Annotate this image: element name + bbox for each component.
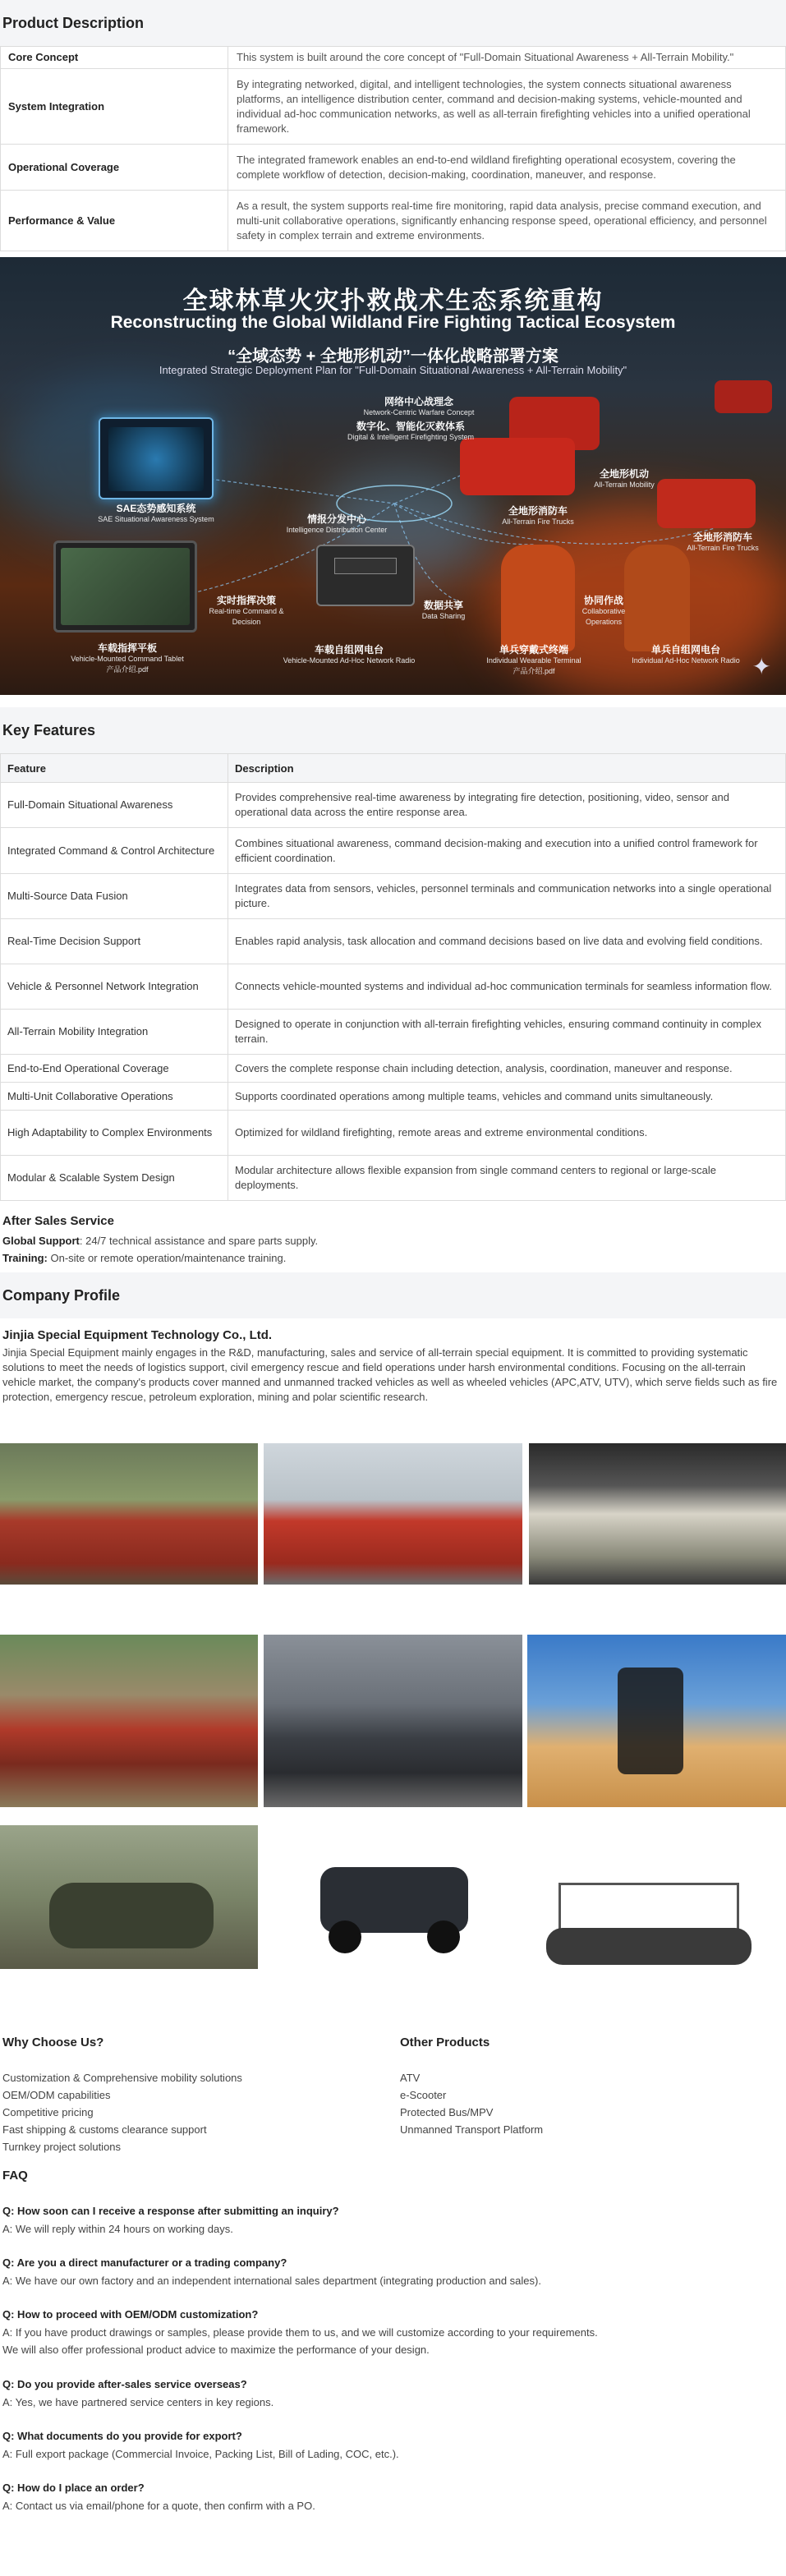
table-row [1,1010,786,1055]
feature-cell: Integrated Command & Control Architecture [1,828,228,874]
list-item: OEM/ODM capabilities [2,2089,111,2101]
label-command-decision: 实时指挥决策 Real-time Command & Decision [209,595,284,626]
product-link[interactable]: e-Scooter [400,2089,447,2101]
desc-key: Core Concept [1,47,228,69]
feature-cell: All-Terrain Mobility Integration [1,1010,228,1055]
key-features-title: Key Features [2,721,96,738]
command-tablet [53,540,197,632]
label-fire-trucks-2: 全地形消防车 All-Terrain Fire Trucks [687,531,759,552]
label-data-sharing: 数据共享 Data Sharing [421,600,466,620]
faq-answer: A: If you have product drawings or samples, please provide them to us, and we will customize according to your requirements. [2,2326,598,2339]
table-row [1,145,786,191]
desc-value: This system is built around the core concept of "Full-Domain Situational Awareness + All-Terrain Mobility." [228,47,786,69]
after-sales-title: After Sales Service [2,1214,114,1228]
other-products-list [400,2069,543,2138]
list-item: Competitive pricing [2,2106,94,2118]
table-header-row [1,754,786,783]
global-support-line: Global Support: 24/7 technical assistance and spare parts supply. [2,1235,319,1247]
vehicle-radio [316,545,415,606]
list-item: Fast shipping & customs clearance support [2,2123,207,2136]
e-scooter-photo [527,1635,786,1807]
table-row [1,1055,786,1083]
description-cell: Supports coordinated operations among multiple teams, vehicles and command units simultaneously. [228,1083,786,1111]
description-cell: Provides comprehensive real-time awareness by integrating fire detection, positioning, video, sensor and operational data across the entire response area. [228,783,786,828]
faq-question: Q: What documents do you provide for export? [2,2430,242,2442]
banner-title-en: Reconstructing the Global Wildland Fire Fighting Tactical Ecosystem [110,313,676,332]
label-vehicle-radio: 车载自组网电台 Vehicle-Mounted Ad-Hoc Network Radio [283,644,416,665]
table-row [1,69,786,145]
tracked-vehicle-photo-2 [264,1443,522,1585]
description-cell: Optimized for wildland firefighting, remote areas and extreme environmental conditions. [228,1111,786,1156]
banner-title-cn: 全球林草火灾扑救战术生态系统重构 [182,288,604,315]
faq-answer: A: We have our own factory and an independent international sales department (integrating production and sales). [2,2275,541,2287]
company-name: Jinjia Special Equipment Technology Co., Ltd. [2,1328,273,1342]
unmanned-tracked-platform-photo [0,1825,258,1969]
faq-answer: A: We will reply within 24 hours on working days. [2,2223,233,2235]
unmanned-wheeled-vehicle-photo [304,1838,485,1966]
company-profile-header [0,1272,786,1318]
faq-question: Q: How soon can I receive a response after submitting an inquiry? [2,2205,339,2217]
desc-key: Performance & Value [1,191,228,251]
other-products-title: Other Products [400,2036,490,2049]
table-row [1,919,786,964]
feature-cell: Modular & Scalable System Design [1,1156,228,1201]
amphibious-vehicle-photo [0,1635,258,1807]
banner-subtitle-en: Integrated Strategic Deployment Plan for "Full-Domain Situational Awareness + All-Terrain Mobility" [159,364,627,376]
tracked-vehicle-photo-1 [0,1443,258,1585]
unmanned-transport-platform-photo [526,1842,772,1981]
label-digital-system: 数字化、智能化灭救体系 Digital & Intelligent Firefighting System [347,421,475,441]
desc-value: The integrated framework enables an end-to-end wildland firefighting operational ecosystem, covering the complete workflow of detection, decision-making, coordination, maneuver, and response. [228,145,786,191]
product-link[interactable]: Protected Bus/MPV [400,2106,494,2118]
faq-question: Q: How do I place an order? [2,2482,145,2494]
table-row [1,191,786,251]
faq-question: Q: Are you a direct manufacturer or a trading company? [2,2256,287,2269]
fire-truck-2 [460,438,575,495]
label-all-terrain-mobility: 全地形机动 All-Terrain Mobility [594,468,655,489]
why-choose-list [2,2069,242,2155]
faq-title: FAQ [2,2169,28,2183]
label-network-centric: 网络中心战理念 Network-Centric Warfare Concept [363,396,475,416]
key-features-table [0,753,786,1201]
table-row [1,1111,786,1156]
label-command-tablet: 车载指挥平板 Vehicle-Mounted Command Tablet 产品介绍.pdf [71,642,184,674]
faq-question: Q: How to proceed with OEM/ODM customization? [2,2308,259,2321]
faq-answer-continued: We will also offer professional product advice to maximize the performance of your design. [2,2344,430,2356]
feature-cell: Vehicle & Personnel Network Integration [1,964,228,1010]
description-cell: Enables rapid analysis, task allocation and command decisions based on live data and evolving field conditions. [228,919,786,964]
list-item: Turnkey project solutions [2,2141,122,2153]
list-item: Customization & Comprehensive mobility solutions [2,2072,242,2084]
desc-key: Operational Coverage [1,145,228,191]
banner-subtitle-cn: “全域态势 + 全地形机动”一体化战略部署方案 [228,347,558,366]
training-line: Training: On-site or remote operation/maintenance training. [2,1252,287,1264]
truck-photo [529,1443,786,1585]
ecosystem-infographic [0,257,786,695]
situational-awareness-screen [99,417,214,499]
firefighter-figure [501,545,575,651]
description-cell: Covers the complete response chain including detection, analysis, coordination, maneuver and response. [228,1055,786,1083]
feature-cell: High Adaptability to Complex Environments [1,1111,228,1156]
company-profile-title: Company Profile [2,1286,121,1304]
table-row [1,783,786,828]
feature-cell: Multi-Source Data Fusion [1,874,228,919]
description-cell: Combines situational awareness, command decision-making and execution into a unified control framework for efficient coordination. [228,828,786,874]
table-row [1,1083,786,1111]
faq-question: Q: Do you provide after-sales service overseas? [2,2378,247,2390]
description-cell: Modular architecture allows flexible expansion from single command centers to regional or large-scale deployments. [228,1156,786,1201]
label-individual-radio: 单兵自组网电台 Individual Ad-Hoc Network Radio [632,644,740,665]
description-cell: Connects vehicle-mounted systems and individual ad-hoc communication terminals for seamless information flow. [228,964,786,1010]
label-wearable-terminal: 单兵穿戴式终端 Individual Wearable Terminal 产品介绍.pdf [486,644,581,675]
product-description-header [0,0,786,46]
table-row [1,47,786,69]
label-intel-center: 情报分发中心 Intelligence Distribution Center [286,513,388,534]
key-features-header [0,707,786,753]
table-row [1,1156,786,1201]
description-cell: Integrates data from sensors, vehicles, personnel terminals and communication networks into a single operational picture. [228,874,786,919]
product-description-table [0,46,786,251]
feature-cell: Multi-Unit Collaborative Operations [1,1083,228,1111]
feature-cell: Real-Time Decision Support [1,919,228,964]
faq-answer: A: Yes, we have partnered service centers in key regions. [2,2396,274,2408]
desc-value: As a result, the system supports real-time fire monitoring, rapid data analysis, precise command execution, and multi-unit collaborative operations, significantly enhancing response speed, operational efficiency, and personnel safety in complex terrain and extreme environments. [228,191,786,251]
table-row [1,828,786,874]
table-row [1,874,786,919]
feature-cell: Full-Domain Situational Awareness [1,783,228,828]
faq-answer: A: Contact us via email/phone for a quote, then confirm with a PO. [2,2500,315,2512]
product-link[interactable]: Unmanned Transport Platform [400,2123,544,2136]
atv-photo [264,1635,522,1807]
fire-truck-4 [715,380,772,413]
sparkle-icon: ✦ [752,654,771,679]
desc-value: By integrating networked, digital, and intelligent technologies, the system connects situational awareness platforms, an intelligence distribution center, command and decision-making systems, vehicle-mounted and individual ad-hoc communication networks, as well as all-terrain firefighting vehicles into a unified operational framework. [228,69,786,145]
label-sae: SAE态势感知系统 SAE Situational Awareness System [98,503,214,523]
faq-answer: A: Full export package (Commercial Invoice, Packing List, Bill of Lading, COC, etc.). [2,2448,399,2460]
product-description-title: Product Description [2,14,145,31]
description-cell: Designed to operate in conjunction with all-terrain firefighting vehicles, ensuring command continuity in complex terrain. [228,1010,786,1055]
column-header-description: Description [228,754,786,783]
why-choose-title: Why Choose Us? [2,2036,104,2049]
column-header-feature: Feature [1,754,228,783]
feature-cell: End-to-End Operational Coverage [1,1055,228,1083]
label-collaborative: 协同作战 Collaborative Operations [581,595,626,626]
product-link[interactable]: ATV [400,2072,421,2084]
label-fire-trucks-1: 全地形消防车 All-Terrain Fire Trucks [502,505,574,526]
desc-key: System Integration [1,69,228,145]
table-row [1,964,786,1010]
company-description: Jinjia Special Equipment mainly engages in the R&D, manufacturing, sales and service of all-terrain special equipment. It is committed to providing systematic solutions to meet the needs of logistics support, civil emergency rescue and field operations under harsh environmental conditions. Focusing on the all-terrain vehicle market, the company's products cover manned and unmanned tracked vehicles as well as wheeled vehicles (APC,ATV, UTV), which serve fields such as fire protection, emergency rescue, petroleum exploration, mining and polar scientific research. [2,1346,778,1403]
